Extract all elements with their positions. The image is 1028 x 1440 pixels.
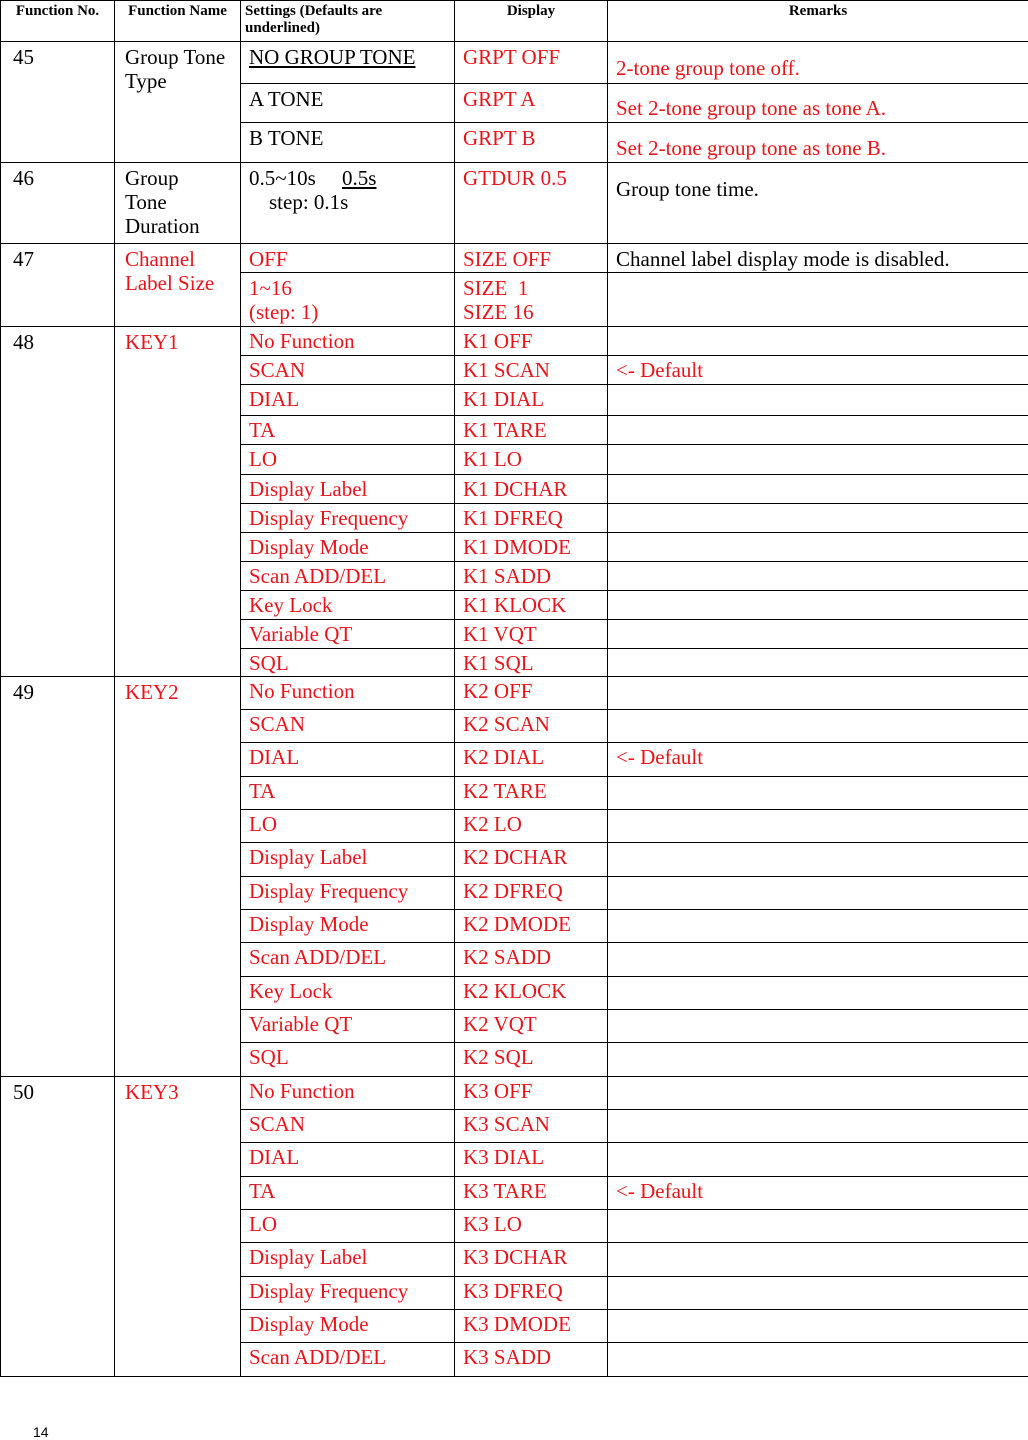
- display-cell: K2 TARE: [455, 777, 608, 810]
- display-cell: K2 DMODE: [455, 910, 608, 943]
- display-cell: K3 SCAN: [455, 1110, 608, 1143]
- remark-cell: [608, 327, 1028, 356]
- display-cell: GRPT OFF: [455, 42, 608, 84]
- display-cell: K1 DIAL: [455, 385, 608, 416]
- setting-cell: Display Frequency: [241, 504, 455, 533]
- remark-cell: [608, 562, 1028, 591]
- setting-cell: SQL: [241, 1043, 455, 1077]
- setting-cell: No Function: [241, 677, 455, 710]
- remark-cell: [608, 1043, 1028, 1077]
- display-cell: K2 OFF: [455, 677, 608, 710]
- setting-range: 0.5~10s: [249, 166, 316, 190]
- display-cell: K3 LO: [455, 1210, 608, 1243]
- display-cell: K3 DMODE: [455, 1310, 608, 1343]
- setting-cell: Display Label: [241, 1243, 455, 1277]
- setting-cell: Display Frequency: [241, 877, 455, 910]
- display-cell: K3 TARE: [455, 1177, 608, 1210]
- remark-cell: <- Default: [608, 743, 1028, 777]
- display-cell: K3 DFREQ: [455, 1277, 608, 1310]
- display-cell: K2 DFREQ: [455, 877, 608, 910]
- display-cell: K2 SCAN: [455, 710, 608, 743]
- setting-cell: DIAL: [241, 385, 455, 416]
- remark-cell: [608, 1343, 1028, 1377]
- display-cell: K1 VQT: [455, 620, 608, 649]
- setting-step: step: 0.1s: [269, 190, 349, 214]
- setting-cell: Variable QT: [241, 620, 455, 649]
- display-cell: K2 SADD: [455, 943, 608, 977]
- table-row: [1, 163, 1028, 244]
- remark-cell: [608, 385, 1028, 416]
- setting-cell: Display Label: [241, 475, 455, 504]
- remark-cell: [608, 910, 1028, 943]
- setting-cell: Display Mode: [241, 910, 455, 943]
- display-cell: K1 KLOCK: [455, 591, 608, 620]
- remark-cell: [608, 1210, 1028, 1243]
- setting-cell: No Function: [241, 327, 455, 356]
- display-cell: K1 OFF: [455, 327, 608, 356]
- display-max: SIZE 16: [463, 300, 534, 324]
- remark-cell: [608, 1110, 1028, 1143]
- display-min: SIZE 1: [463, 276, 529, 300]
- function-name: [115, 163, 241, 244]
- setting-cell: No Function: [241, 1077, 455, 1110]
- remark-cell: [608, 445, 1028, 475]
- display-cell: K3 DCHAR: [455, 1243, 608, 1277]
- header-function-no: Function No.: [1, 1, 115, 42]
- remark-cell: [608, 620, 1028, 649]
- key1-group: [1, 327, 1028, 677]
- display-cell: K3 DIAL: [455, 1143, 608, 1177]
- function-name: Channel Label Size: [115, 244, 241, 327]
- setting-cell: Display Frequency: [241, 1277, 455, 1310]
- setting-cell: Scan ADD/DEL: [241, 1343, 455, 1377]
- remark-cell: [608, 533, 1028, 562]
- remark-cell: [608, 591, 1028, 620]
- remark-cell: 2-tone group tone off.: [608, 42, 1028, 84]
- display-cell: K2 SQL: [455, 1043, 608, 1077]
- remark-cell: [608, 416, 1028, 445]
- remark-cell: [608, 1277, 1028, 1310]
- function-number: 45: [1, 42, 115, 163]
- setting-cell: [241, 273, 455, 327]
- function-number: 46: [1, 163, 115, 244]
- display-cell: K3 OFF: [455, 1077, 608, 1110]
- function-number: 47: [1, 244, 115, 327]
- setting-cell: Scan ADD/DEL: [241, 562, 455, 591]
- setting-cell: Variable QT: [241, 1010, 455, 1043]
- page-number: 14: [33, 1424, 49, 1440]
- function-name-text: Group Tone Duration: [125, 166, 200, 238]
- display-cell: K1 TARE: [455, 416, 608, 445]
- remark-cell: [608, 273, 1028, 327]
- remark-cell: Set 2-tone group tone as tone A.: [608, 84, 1028, 123]
- table-header-row: [1, 1, 1028, 42]
- display-cell: K2 LO: [455, 810, 608, 843]
- remark-cell: [608, 877, 1028, 910]
- remark-cell: [608, 1243, 1028, 1277]
- function-number: 49: [1, 677, 115, 1077]
- setting-cell: NO GROUP TONE: [241, 42, 455, 84]
- display-cell: K2 VQT: [455, 1010, 608, 1043]
- remark-cell: [608, 843, 1028, 877]
- display-cell: K3 SADD: [455, 1343, 608, 1377]
- display-cell: GTDUR 0.5: [455, 163, 608, 244]
- display-cell: K2 DIAL: [455, 743, 608, 777]
- remark-cell: [608, 649, 1028, 677]
- header-function-name: Function Name: [115, 1, 241, 42]
- setting-cell: DIAL: [241, 1143, 455, 1177]
- setting-default: 0.5s: [342, 166, 377, 190]
- function-name: KEY1: [115, 327, 241, 677]
- setting-cell: LO: [241, 810, 455, 843]
- display-cell: K2 DCHAR: [455, 843, 608, 877]
- display-cell: GRPT A: [455, 84, 608, 123]
- setting-cell: OFF: [241, 244, 455, 273]
- display-cell: K1 SQL: [455, 649, 608, 677]
- remark-cell: [608, 504, 1028, 533]
- table-row: [1, 677, 1028, 710]
- remark-cell: Channel label display mode is disabled.: [608, 244, 1028, 273]
- display-cell: K2 KLOCK: [455, 977, 608, 1010]
- remark-cell: [608, 777, 1028, 810]
- function-number: 50: [1, 1077, 115, 1377]
- remark-cell: [608, 710, 1028, 743]
- setting-cell: LO: [241, 1210, 455, 1243]
- setting-cell: SCAN: [241, 710, 455, 743]
- setting-cell: Display Label: [241, 843, 455, 877]
- table-row: [1, 42, 1028, 84]
- function-number: 48: [1, 327, 115, 677]
- header-display: Display: [455, 1, 608, 42]
- setting-cell: DIAL: [241, 743, 455, 777]
- display-cell: K1 LO: [455, 445, 608, 475]
- setting-cell: [241, 163, 455, 244]
- remark-cell: [608, 810, 1028, 843]
- display-cell: K1 DMODE: [455, 533, 608, 562]
- remark-cell: Group tone time.: [608, 163, 1028, 244]
- setting-cell: TA: [241, 1177, 455, 1210]
- display-cell: K1 SCAN: [455, 356, 608, 385]
- setting-cell: A TONE: [241, 84, 455, 123]
- key3-group: [1, 1077, 1028, 1377]
- table-row: [1, 244, 1028, 273]
- setting-cell: TA: [241, 416, 455, 445]
- setting-cell: Display Mode: [241, 533, 455, 562]
- remark-cell: [608, 1310, 1028, 1343]
- key2-group: [1, 677, 1028, 1077]
- display-cell: GRPT B: [455, 123, 608, 163]
- remark-cell: [608, 475, 1028, 504]
- remark-cell: <- Default: [608, 356, 1028, 385]
- setting-cell: Display Mode: [241, 1310, 455, 1343]
- display-cell: K1 DFREQ: [455, 504, 608, 533]
- display-cell: SIZE OFF: [455, 244, 608, 273]
- display-cell: K1 SADD: [455, 562, 608, 591]
- remark-cell: [608, 1143, 1028, 1177]
- remark-cell: [608, 1077, 1028, 1110]
- header-remarks: Remarks: [608, 1, 1028, 42]
- header-settings: Settings (Defaults are underlined): [241, 1, 455, 42]
- remark-cell: [608, 943, 1028, 977]
- function-name: KEY3: [115, 1077, 241, 1377]
- remark-cell: [608, 1010, 1028, 1043]
- remark-cell: <- Default: [608, 1177, 1028, 1210]
- setting-cell: Key Lock: [241, 591, 455, 620]
- setting-cell: LO: [241, 445, 455, 475]
- setting-cell: SCAN: [241, 356, 455, 385]
- table-row: [1, 1077, 1028, 1110]
- setting-cell: SCAN: [241, 1110, 455, 1143]
- function-name: Group Tone Type: [115, 42, 241, 163]
- setting-range: 1~16: [249, 276, 292, 300]
- function-name: KEY2: [115, 677, 241, 1077]
- remark-cell: [608, 677, 1028, 710]
- setting-step: (step: 1): [249, 300, 319, 324]
- remark-cell: [608, 977, 1028, 1010]
- setting-cell: Scan ADD/DEL: [241, 943, 455, 977]
- setting-cell: B TONE: [241, 123, 455, 163]
- remark-cell: Set 2-tone group tone as tone B.: [608, 123, 1028, 163]
- setting-cell: TA: [241, 777, 455, 810]
- setting-cell: SQL: [241, 649, 455, 677]
- display-cell: [455, 273, 608, 327]
- table-row: [1, 327, 1028, 356]
- display-cell: K1 DCHAR: [455, 475, 608, 504]
- setting-cell: Key Lock: [241, 977, 455, 1010]
